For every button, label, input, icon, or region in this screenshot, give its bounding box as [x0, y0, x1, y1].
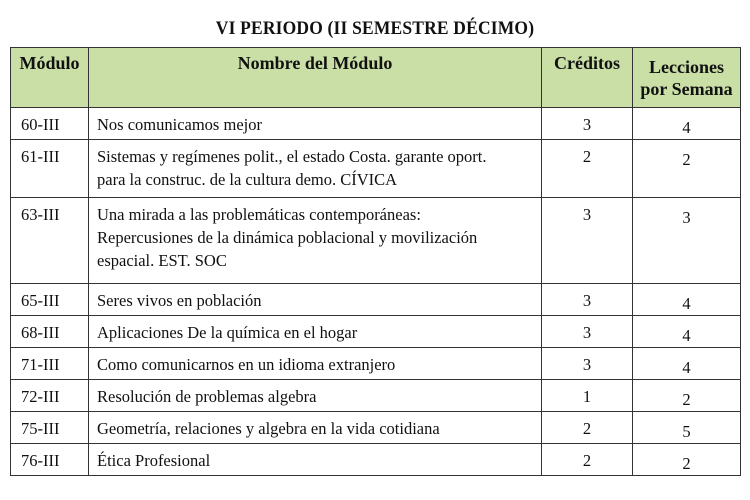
cell-nombre-line: Como comunicarnos en un idioma extranjero: [97, 355, 396, 374]
header-nombre: Nombre del Módulo: [89, 48, 542, 108]
table-row: [11, 140, 741, 198]
cell-nombre: [89, 412, 542, 444]
cell-codigo: 68-III: [11, 316, 89, 348]
cell-codigo: 71-III: [11, 348, 89, 380]
cell-creditos: 3: [542, 198, 633, 284]
cell-lecciones: 3: [633, 198, 741, 284]
cell-nombre: [89, 108, 542, 140]
table-header-row: [11, 48, 741, 108]
cell-codigo: 61-III: [11, 140, 89, 198]
cell-lecciones: 4: [633, 108, 741, 140]
cell-nombre-line: Seres vivos en población: [97, 291, 262, 310]
header-modulo: Módulo: [11, 48, 89, 108]
header-lecciones: [633, 48, 741, 108]
cell-nombre: [89, 348, 542, 380]
cell-nombre-line: espacial. EST. SOC: [97, 251, 227, 270]
cell-nombre: [89, 140, 542, 198]
header-lecciones-line1: Lecciones: [649, 56, 724, 77]
cell-creditos: 3: [542, 348, 633, 380]
page-title: VI PERIODO (II SEMESTRE DÉCIMO): [215, 18, 535, 39]
cell-nombre: [89, 198, 542, 284]
cell-nombre-line: Resolución de problemas algebra: [97, 387, 317, 406]
cell-lecciones: 4: [633, 348, 741, 380]
header-lecciones-line2: por Semana: [640, 78, 733, 99]
cell-codigo: 76-III: [11, 444, 89, 476]
table-row: [11, 198, 741, 284]
table-row: [11, 412, 741, 444]
cell-nombre-line: para la construc. de la cultura demo. CÍVICA: [97, 170, 398, 189]
cell-lecciones: 4: [633, 284, 741, 316]
cell-nombre-line: Nos comunicamos mejor: [97, 115, 262, 134]
cell-codigo: 60-III: [11, 108, 89, 140]
cell-creditos: 2: [542, 140, 633, 198]
cell-codigo: 75-III: [11, 412, 89, 444]
cell-creditos: 2: [542, 444, 633, 476]
cell-lecciones: 4: [633, 316, 741, 348]
table-row: [11, 444, 741, 476]
table-row: [11, 380, 741, 412]
cell-creditos: 3: [542, 316, 633, 348]
cell-creditos: 3: [542, 108, 633, 140]
cell-nombre: [89, 380, 542, 412]
cell-nombre-line: Sistemas y regímenes polit., el estado Costa. garante oport.: [97, 147, 487, 166]
header-creditos: Créditos: [542, 48, 633, 108]
cell-nombre-line: Una mirada a las problemáticas contemporáneas:: [97, 205, 421, 224]
cell-nombre-line: Repercusiones de la dinámica poblacional y movilización: [97, 228, 478, 247]
cell-nombre: [89, 284, 542, 316]
cell-lecciones: 2: [633, 140, 741, 198]
cell-nombre-line: Ética Profesional: [97, 451, 211, 470]
cell-nombre-line: Aplicaciones De la química en el hogar: [97, 323, 358, 342]
cell-lecciones: 2: [633, 444, 741, 476]
table-body: [11, 108, 741, 476]
cell-codigo: 63-III: [11, 198, 89, 284]
cell-nombre: [89, 444, 542, 476]
table-row: [11, 348, 741, 380]
cell-lecciones: 5: [633, 412, 741, 444]
table-row: [11, 316, 741, 348]
cell-nombre-line: Geometría, relaciones y algebra en la vida cotidiana: [97, 419, 440, 438]
cell-codigo: 72-III: [11, 380, 89, 412]
cell-codigo: 65-III: [11, 284, 89, 316]
table-row: [11, 108, 741, 140]
cell-lecciones: 2: [633, 380, 741, 412]
table-row: [11, 284, 741, 316]
cell-creditos: 2: [542, 412, 633, 444]
cell-creditos: 3: [542, 284, 633, 316]
cell-nombre: [89, 316, 542, 348]
cell-creditos: 1: [542, 380, 633, 412]
modules-table: [10, 47, 741, 476]
